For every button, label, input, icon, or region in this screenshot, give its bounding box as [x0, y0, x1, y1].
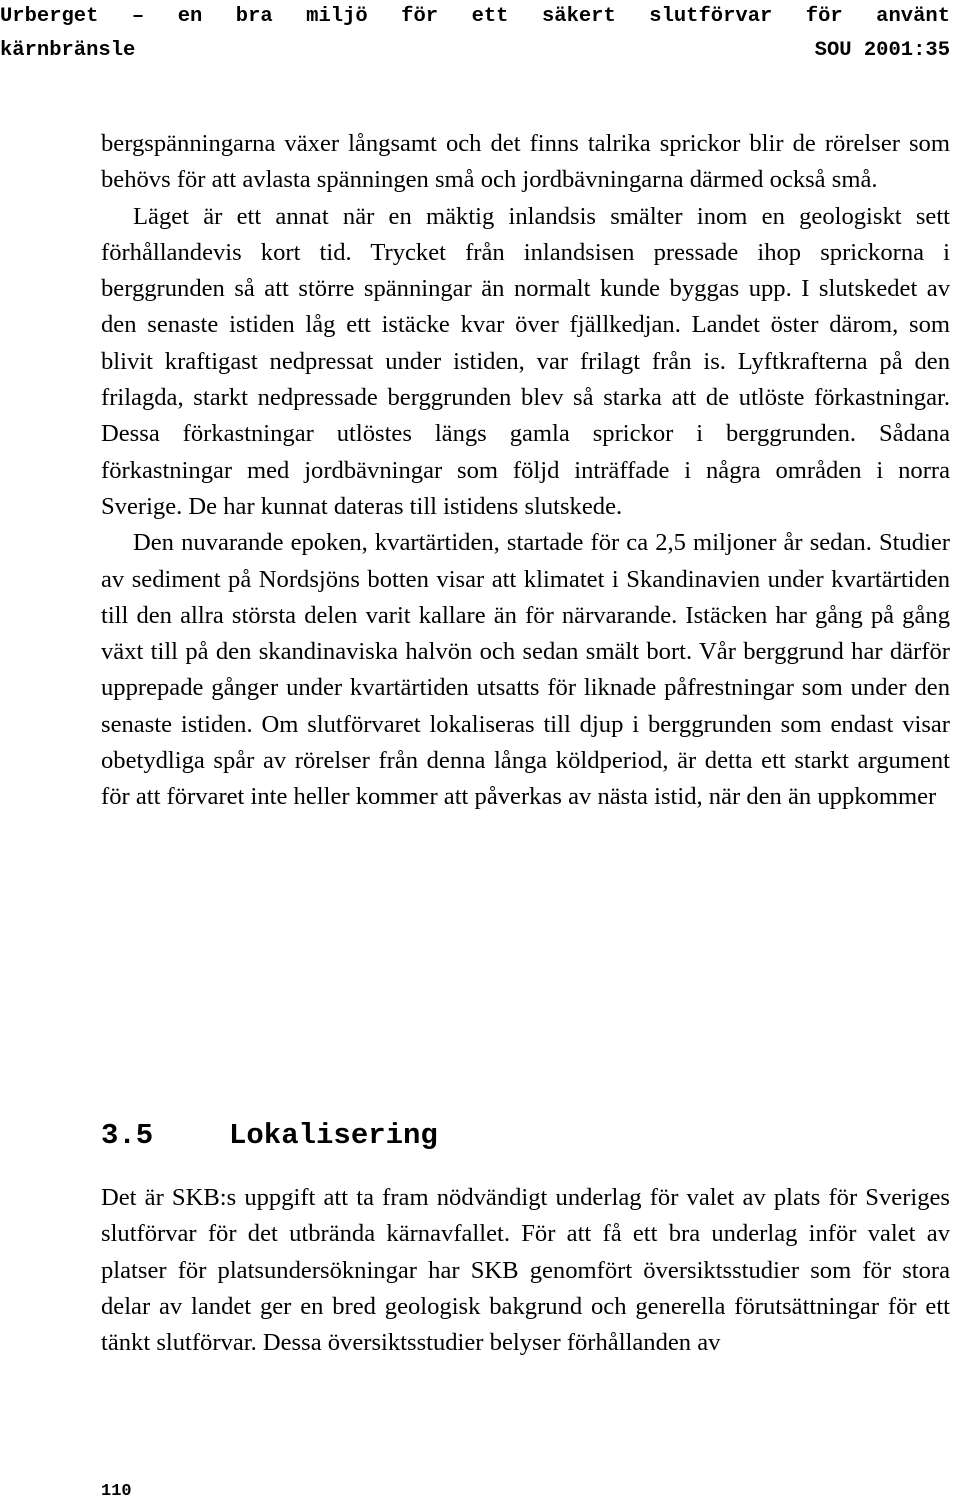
paragraph: Den nuvarande epoken, kvartärtiden, startade för ca 2,5 miljoner år sedan. Studier av sediment på Nordsjöns botten visar att klimatet i Skandinavien under kvartärtiden till den allra största delen varit kallare än för närvarande. Istäcken har gång på gång växt till på den skandinaviska halvön och sedan smält bort. Vår berggrund har därför upprepade gånger under kvartärtiden utsatts för liknade påfrestningar som under den senaste istiden. Om slutförvaret lokaliseras till djup i berggrunden som endast visar obetydliga spår av rörelser från denna långa köldperiod, är detta ett starkt argument för att förvaret inte heller kommer att påverkas av nästa istid, när den än uppkommer	[101, 529, 950, 811]
section-title: Lokalisering	[229, 1119, 438, 1152]
paragraph: Det är SKB:s uppgift att ta fram nödvändigt underlag för valet av plats för Sveriges slutförvar för det utbrända kärnavfallet. För att få ett bra underlag inför valet av platser för platsundersökningar har SKB genomfört översiktsstudier som för stora delar av landet ger en bred geologisk bakgrund och generella förutsättningar för ett tänkt slutförvar. Dessa översiktsstudier belyser förhållanden av	[101, 1184, 950, 1357]
header-line2	[0, 34, 950, 68]
section-heading	[101, 1116, 438, 1156]
section-number: 3.5	[101, 1119, 154, 1152]
running-header	[0, 0, 950, 68]
header-report-id: SOU 2001:35	[814, 39, 950, 62]
paragraph: bergspänningarna växer långsamt och det finns talrika sprickor blir de rörelser som behövs för att avlasta spänningen små och jordbävningarna därmed också små.	[101, 130, 950, 194]
paragraph: Läget är ett annat när en mäktig inlandsis smälter inom en geologiskt sett förhållandevis kort tid. Trycket från inlandsisen pressade ihop sprickorna i berggrunden så att större spänningar än normalt kunde byggas upp. I slutskedet av den senaste istiden låg ett istäcke kvar över fjällkedjan. Landet öster därom, som blivit kraftigast nedpressat under istiden, var frilagt från is. Lyftkrafterna på den frilagda, starkt nedpressade berggrunden blev så starka att de utlöste förkastningar. Dessa förkastningar utlöstes längs gamla sprickor i berggrunden. Sådana förkastningar med jordbävningar som följd inträffade i några områden i norra Sverige. De har kunnat dateras till istidens slutskede.	[101, 202, 950, 520]
header-title-line1: Urberget – en bra miljö för ett säkert slutförvar för använt	[0, 5, 950, 28]
header-title-line2: kärnbränsle	[0, 39, 136, 62]
main-body-text	[101, 126, 950, 816]
section-body-text	[101, 1180, 950, 1361]
page-number: 110	[101, 1482, 132, 1501]
